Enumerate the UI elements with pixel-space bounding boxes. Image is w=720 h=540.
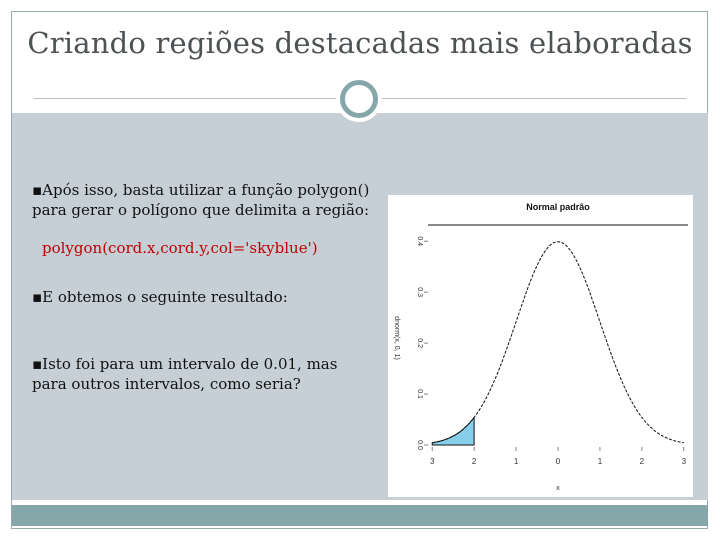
- y-tick-label: 0.1: [416, 389, 423, 399]
- x-tick-label: 0: [555, 457, 561, 466]
- y-tick-label: 0.3: [416, 287, 423, 298]
- code-line-polygon: polygon(cord.x,cord.y,col='skyblue'): [42, 239, 318, 257]
- density-curve: [432, 242, 684, 443]
- chart-svg: [388, 195, 693, 497]
- footer-bar: [12, 505, 708, 526]
- x-tick-label: 1: [597, 457, 603, 466]
- y-axis-label: dnorm(x, 0, 1): [393, 316, 400, 360]
- bullet-result: ▪E obtemos o seguinte resultado:: [32, 288, 288, 306]
- y-tick-label: 0.4: [416, 236, 423, 247]
- slide-title: Criando regiões destacadas mais elaboradas: [27, 26, 693, 60]
- x-tick-label: 2: [471, 457, 477, 466]
- x-axis-label: x: [556, 485, 560, 492]
- y-tick-label: 0.0: [416, 440, 423, 450]
- shaded-region: [432, 418, 474, 446]
- x-tick-label: 1: [513, 457, 519, 466]
- x-tick-label: 3: [429, 457, 435, 466]
- circle-ornament-icon: [340, 80, 378, 118]
- chart-title: Normal padrão: [526, 202, 590, 212]
- normal-density-chart: [388, 195, 693, 497]
- x-tick-label: 3: [681, 457, 687, 466]
- bullet-interval-question: ▪Isto foi para um intervalo de 0.01, mas para outros intervalos, como seria?: [32, 355, 338, 393]
- y-tick-label: 0.2: [416, 338, 423, 348]
- x-tick-label: 2: [639, 457, 645, 466]
- bullet-polygon-intro: ▪Após isso, basta utilizar a função polygon() para gerar o polígono que delimita a região:: [32, 181, 370, 219]
